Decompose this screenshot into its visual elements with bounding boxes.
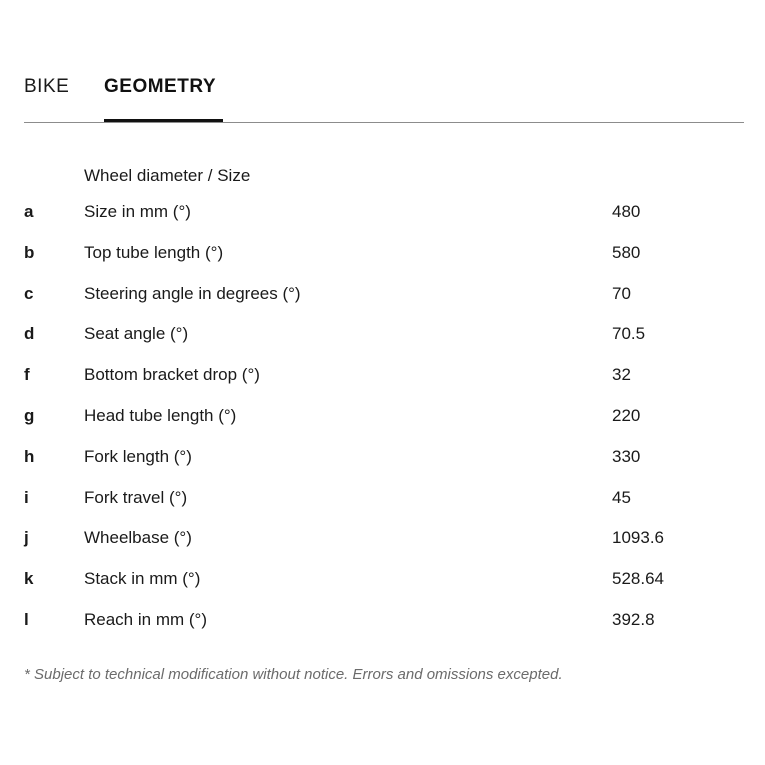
row-value: 220	[612, 405, 641, 425]
table-row	[24, 400, 744, 441]
tab-geometry[interactable]: GEOMETRY	[104, 74, 223, 122]
table-row	[24, 196, 744, 237]
row-letter: j	[24, 528, 29, 548]
row-value: 528.64	[612, 569, 664, 589]
tab-bike[interactable]: BIKE	[24, 76, 70, 97]
row-letter: i	[24, 487, 29, 507]
row-label: Fork length (°)	[84, 446, 192, 466]
row-label: Steering angle in degrees (°)	[84, 283, 301, 303]
table-row	[24, 359, 744, 400]
row-value: 70	[612, 283, 631, 303]
row-label: Head tube length (°)	[84, 405, 237, 425]
disclaimer-footnote: * Subject to technical modification without notice. Errors and omissions excepted.	[24, 666, 563, 683]
row-label: Top tube length (°)	[84, 242, 224, 262]
row-label: Stack in mm (°)	[84, 569, 201, 589]
row-letter: l	[24, 609, 29, 629]
row-value: 45	[612, 487, 631, 507]
row-value: 32	[612, 365, 631, 385]
row-label: Fork travel (°)	[84, 487, 188, 507]
row-letter: f	[24, 365, 30, 385]
row-value: 330	[612, 446, 641, 466]
table-row	[24, 318, 744, 359]
table-row	[24, 237, 744, 278]
row-letter: k	[24, 569, 34, 589]
row-label: Seat angle (°)	[84, 324, 189, 344]
row-letter: a	[24, 202, 34, 221]
tab-bar	[24, 0, 744, 123]
table-row	[24, 563, 744, 604]
table-row	[24, 482, 744, 523]
row-letter: g	[24, 405, 35, 425]
row-value: 1093.6	[612, 528, 664, 548]
row-letter: b	[24, 242, 35, 262]
row-value: 70.5	[612, 324, 646, 344]
wheel-diameter-size-header: Wheel diameter / Size	[84, 166, 251, 185]
row-label: Reach in mm (°)	[84, 609, 207, 629]
row-letter: h	[24, 446, 35, 466]
row-label: Bottom bracket drop (°)	[84, 365, 260, 385]
row-letter: d	[24, 324, 35, 344]
table-row	[24, 604, 744, 645]
table-header-row	[24, 160, 744, 196]
table-row	[24, 441, 744, 482]
row-value: 392.8	[612, 609, 655, 629]
row-label: Size in mm (°)	[84, 202, 191, 221]
table-row	[24, 522, 744, 563]
row-letter: c	[24, 283, 34, 303]
row-value: 580	[612, 242, 641, 262]
geometry-table	[24, 160, 744, 645]
row-label: Wheelbase (°)	[84, 528, 192, 548]
row-value: 480	[612, 202, 641, 221]
table-row	[24, 278, 744, 319]
